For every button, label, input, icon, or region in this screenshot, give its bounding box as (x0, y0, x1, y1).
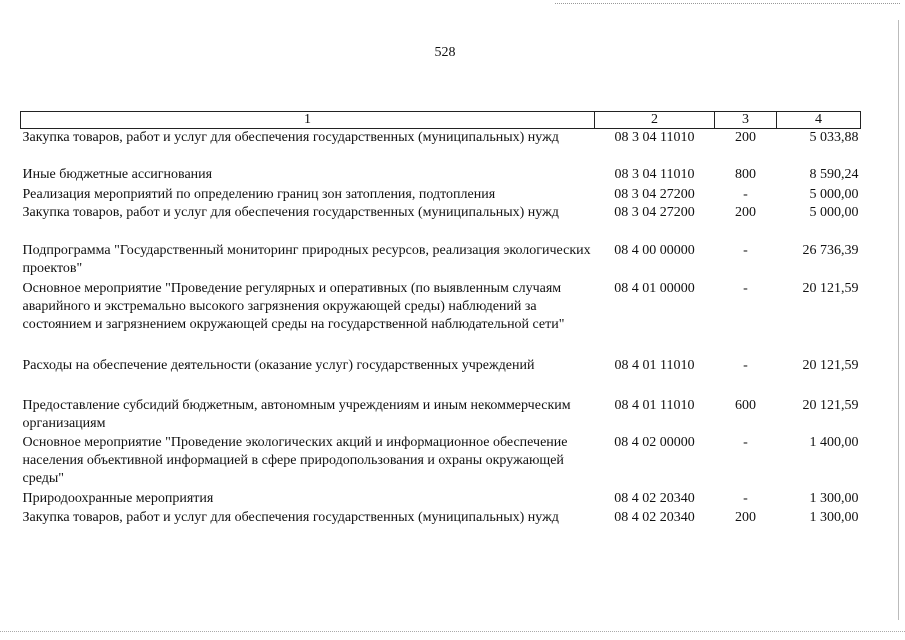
row-expense-type: 600 (735, 397, 756, 413)
row-code: 08 4 00 00000 (614, 242, 695, 258)
row-name: Основное мероприятие "Проведение регулярных и оперативных (по выявленным случаям аварийного и экстремально высокого загрязнения окружающей среды) наблюдений за состоянием и загрязнением окружающей среды на государственной наблюдательной сети" (22, 280, 565, 332)
scan-edge-bottom (0, 631, 905, 632)
column-header-1: 1 (21, 112, 595, 129)
row-code: 08 4 02 00000 (614, 434, 695, 450)
row-expense-type: 200 (735, 130, 756, 145)
table-row (21, 434, 861, 490)
table-row (21, 242, 861, 280)
row-name: Предоставление субсидий бюджетным, автономным учреждениям и иным некоммерческим организациям (22, 397, 571, 431)
row-name: Основное мероприятие "Проведение экологических акций и информационное обеспечение населения объективной информацией в сфере природопользования и охраны окружающей среды" (22, 434, 568, 486)
row-code: 08 4 02 20340 (614, 509, 695, 525)
row-amount: 5 000,00 (809, 186, 859, 202)
row-code: 08 3 04 11010 (614, 130, 695, 145)
row-amount: 20 121,59 (802, 397, 859, 413)
row-amount: 1 300,00 (809, 490, 859, 506)
row-amount: 8 590,24 (809, 166, 859, 182)
row-name: Расходы на обеспечение деятельности (оказание услуг) государственных учреждений (22, 357, 535, 373)
header-row (21, 112, 861, 129)
row-name: Закупка товаров, работ и услуг для обеспечения государственных (муниципальных) нужд (22, 204, 559, 220)
row-amount: 1 400,00 (809, 434, 859, 450)
row-code: 08 3 04 11010 (614, 166, 695, 182)
column-header-4: 4 (777, 112, 861, 129)
row-code: 08 4 01 11010 (614, 397, 695, 413)
row-name: Закупка товаров, работ и услуг для обеспечения государственных (муниципальных) нужд (22, 130, 559, 145)
row-name: Реализация мероприятий по определению границ зон затопления, подтопления (22, 186, 496, 202)
table-row (21, 166, 861, 186)
row-code: 08 3 04 27200 (614, 204, 695, 220)
table-row (21, 397, 861, 434)
table-row (21, 129, 861, 166)
table-row (21, 204, 861, 242)
row-name: Иные бюджетные ассигнования (22, 166, 213, 182)
table-row (21, 490, 861, 509)
row-expense-type: 200 (735, 204, 756, 220)
row-expense-type: 800 (735, 166, 756, 182)
row-expense-type: - (743, 490, 748, 506)
scan-edge-top (555, 3, 900, 4)
row-code: 08 3 04 27200 (614, 186, 695, 202)
row-expense-type: - (743, 357, 748, 373)
row-amount: 5 000,00 (809, 204, 859, 220)
table-row (21, 509, 861, 546)
column-header-3: 3 (715, 112, 777, 129)
scan-edge-right (898, 20, 899, 620)
row-expense-type: 200 (735, 509, 756, 525)
page-number: 528 (434, 45, 456, 60)
row-amount: 20 121,59 (802, 280, 859, 296)
row-expense-type: - (743, 186, 748, 202)
column-header-2: 2 (595, 112, 715, 129)
row-expense-type: - (743, 242, 748, 258)
row-amount: 26 736,39 (802, 242, 859, 258)
table-row (21, 357, 861, 397)
row-name: Природоохранные мероприятия (22, 490, 214, 506)
row-name: Закупка товаров, работ и услуг для обеспечения государственных (муниципальных) нужд (22, 509, 559, 525)
row-code: 08 4 02 20340 (614, 490, 695, 506)
row-amount: 1 300,00 (809, 509, 859, 525)
row-code: 08 4 01 00000 (614, 280, 695, 296)
row-amount: 5 033,88 (809, 130, 859, 145)
table-row (21, 186, 861, 204)
row-expense-type: - (743, 280, 748, 296)
row-amount: 20 121,59 (802, 357, 859, 373)
row-name: Подпрограмма "Государственный мониторинг природных ресурсов, реализация экологических проектов" (22, 242, 591, 276)
table-row (21, 280, 861, 357)
budget-table (20, 111, 861, 546)
row-code: 08 4 01 11010 (614, 357, 695, 373)
row-expense-type: - (743, 434, 748, 450)
